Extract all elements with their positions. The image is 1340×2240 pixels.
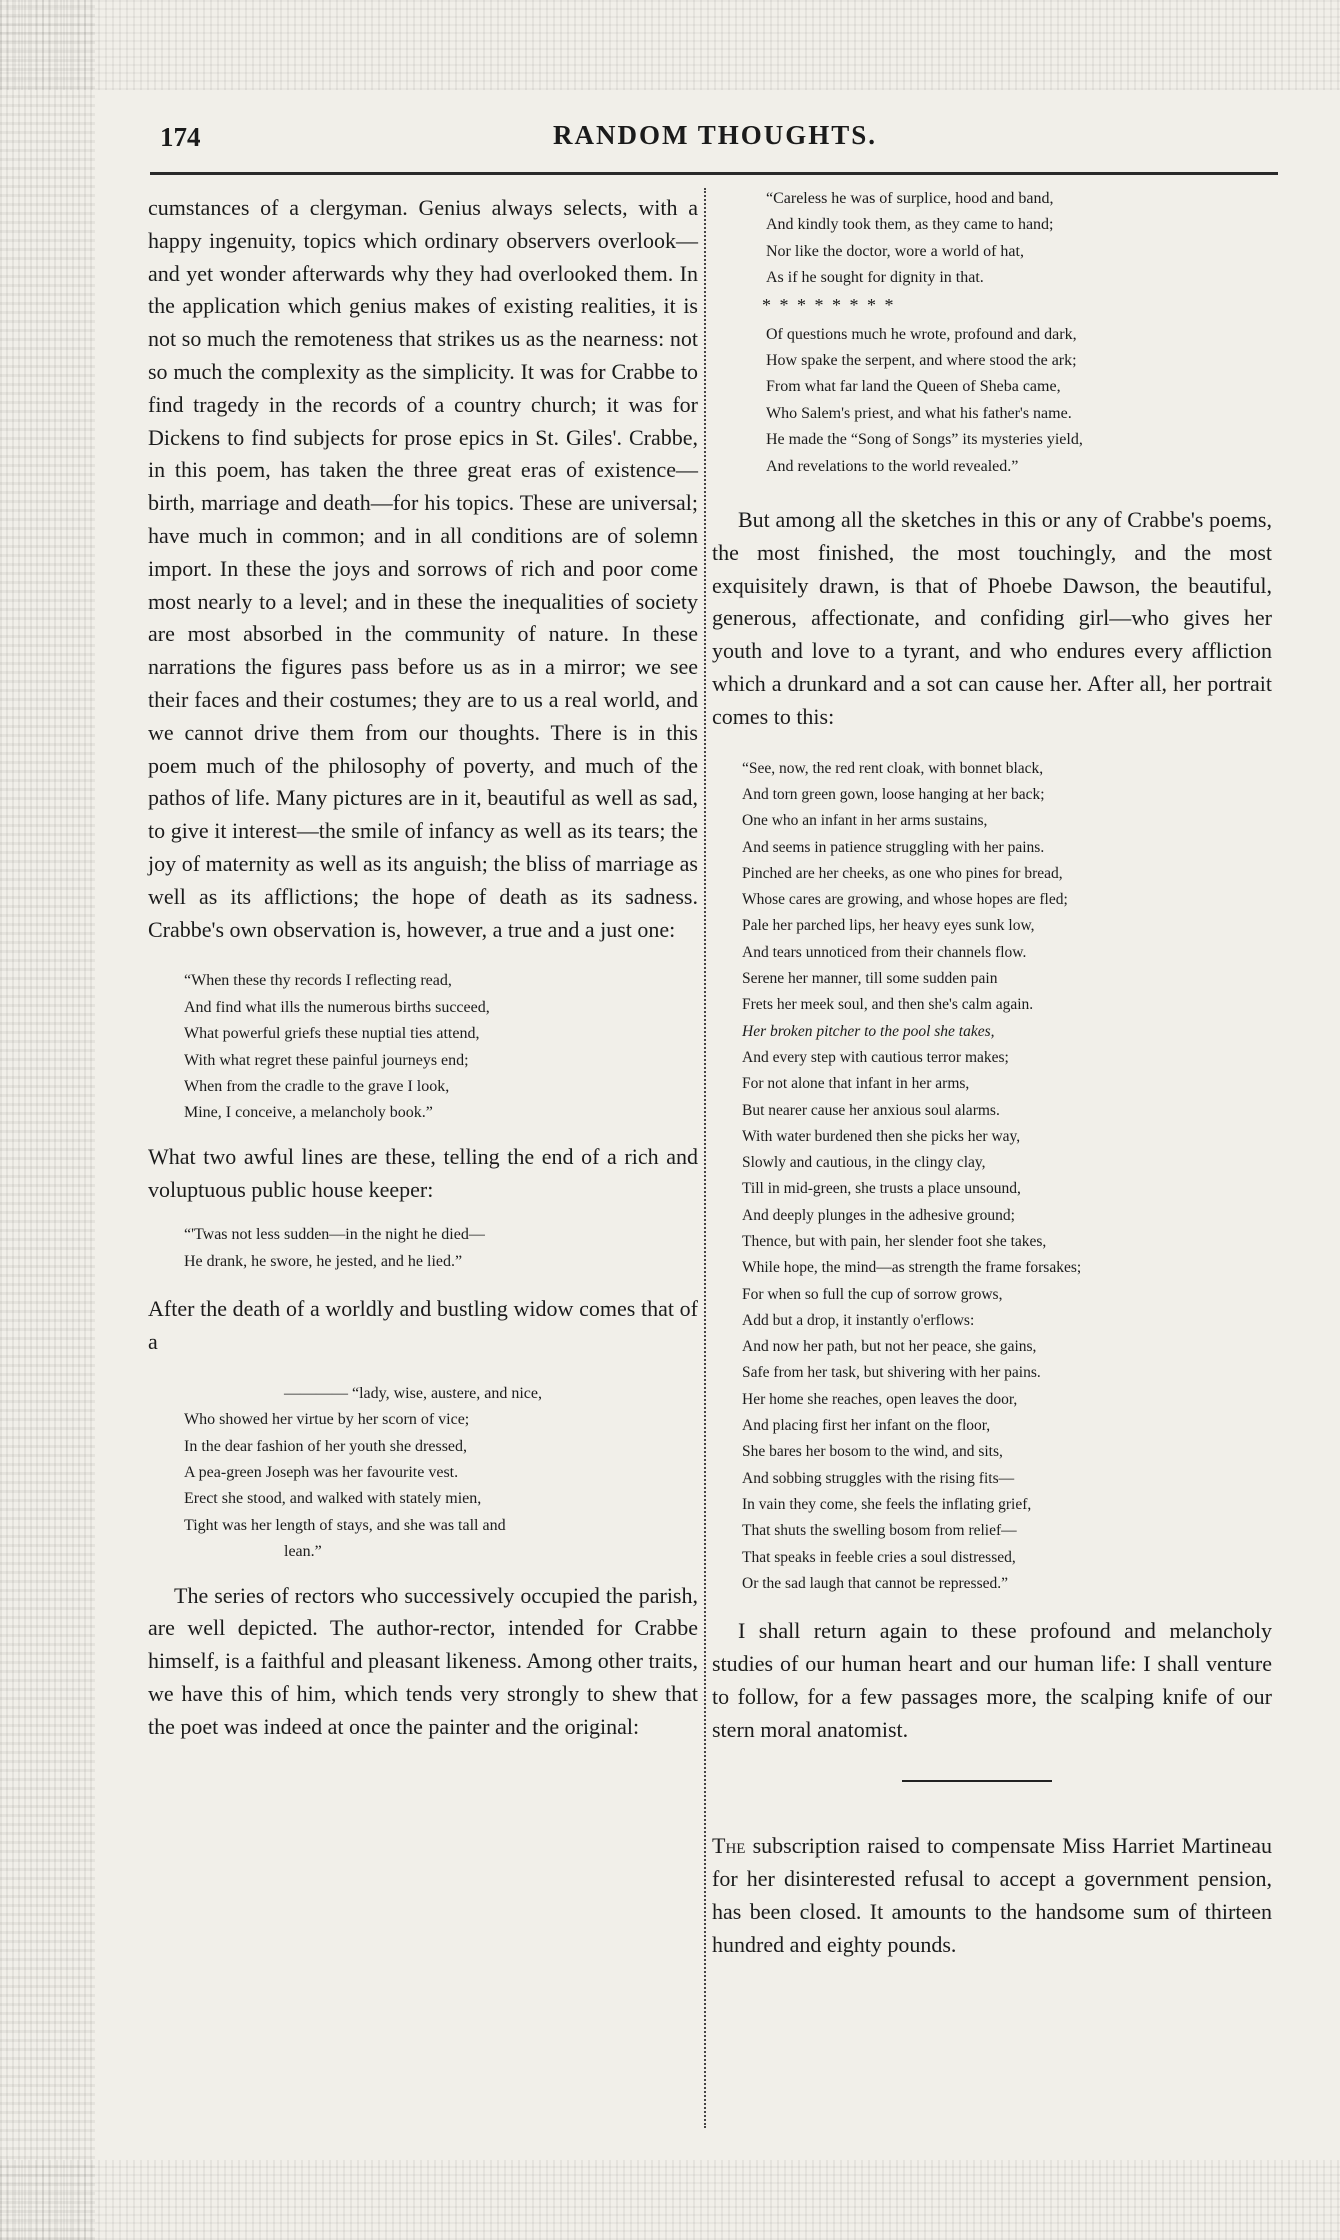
verse-line: And sobbing struggles with the rising fits— [742, 1469, 1015, 1487]
verse-line: ———— “lady, wise, austere, and nice, [284, 1384, 542, 1402]
verse-line: With what regret these painful journeys end; [184, 1051, 469, 1069]
left-column [148, 192, 698, 1744]
verse-line: Pinched are her cheeks, as one who pines for bread, [742, 864, 1063, 882]
verse-line: And every step with cautious terror makes; [742, 1048, 1009, 1066]
verse-line: “When these thy records I reflecting read, [184, 972, 452, 990]
verse-phoebe [712, 756, 1272, 1598]
verse-line: Her home she reaches, open leaves the door, [742, 1390, 1018, 1408]
verse-line: Safe from her task, but shivering with her pains. [742, 1364, 1041, 1382]
verse-line: Who Salem's priest, and what his father's name. [766, 404, 1072, 422]
verse-line: Serene her manner, till some sudden pain [742, 970, 998, 988]
column-divider [704, 188, 706, 2128]
lead-word: The [712, 1833, 746, 1859]
verse-line: That speaks in feeble cries a soul distressed, [742, 1548, 1016, 1566]
verse-line: And deeply plunges in the adhesive ground; [742, 1206, 1015, 1224]
paragraph-martineau-text: subscription raised to compensate Miss Harriet Martineau for her disinterested refusal to accept a government pension, has been closed. It amounts to the handsome sum of thirteen hundred and eighty pounds. [712, 1833, 1272, 1957]
verse-careless [712, 186, 1272, 292]
verse-lady [148, 1381, 698, 1566]
verse-line: A pea-green Joseph was her favourite vest. [184, 1463, 459, 1481]
verse-line: Tight was her length of stays, and she was tall and [184, 1516, 506, 1534]
verse-line: Frets her meek soul, and then she's calm again. [742, 996, 1034, 1014]
verse-line: For when so full the cup of sorrow grows, [742, 1285, 1003, 1303]
verse-line: She bares her bosom to the wind, and sits, [742, 1443, 1003, 1461]
verse-line: Slowly and cautious, in the clingy clay, [742, 1154, 986, 1172]
verse-line: Erect she stood, and walked with stately mien, [184, 1490, 482, 1508]
paragraph-rectors: The series of rectors who successively occupied the parish, are well depicted. The author-rector, intended for Crabbe himself, is a faithful and pleasant likeness. Among other traits, we have this of him, which tends very strongly to shew that the poet was indeed at once the painter and the original: [148, 1582, 698, 1739]
verse-line: Nor like the doctor, wore a world of hat, [766, 242, 1024, 260]
verse-line: Her broken pitcher to the pool she takes, [742, 1022, 995, 1040]
running-title: RANDOM THOUGHTS. [552, 120, 878, 150]
scan-edge-noise [0, 0, 95, 2240]
verse-ellipsis-stars: * * * * * * * * [762, 294, 896, 315]
verse-line: One who an infant in her arms sustains, [742, 812, 988, 830]
verse-line: From what far land the Queen of Sheba came, [766, 378, 1061, 396]
paragraph-return-again: I shall return again to these profound and melancholy studies of our human heart and our human life: I shall venture to follow, for a few passages more, the scalping knife of our stern moral anatomist. [712, 1618, 1272, 1742]
verse-line: That shuts the swelling bosom from relief— [742, 1522, 1017, 1540]
verse-line: Till in mid-green, she trusts a place unsound, [742, 1180, 1021, 1198]
verse-line: In vain they come, she feels the inflating grief, [742, 1495, 1032, 1513]
verse-line: But nearer cause her anxious soul alarms. [742, 1101, 1000, 1119]
verse-line: Thence, but with pain, her slender foot she takes, [742, 1232, 1047, 1250]
section-rule [902, 1780, 1052, 1782]
verse-line: With water burdened then she picks her way, [742, 1127, 1021, 1145]
paragraph-awful-lines: What two awful lines are these, telling the end of a rich and voluptuous public house keeper: [148, 1143, 698, 1202]
scan-bottom-noise [0, 2160, 1340, 2240]
header-rule [150, 172, 1278, 175]
verse-line: And torn green gown, loose hanging at her back; [742, 785, 1045, 803]
verse-line: “Careless he was of surplice, hood and band, [766, 190, 1054, 207]
verse-line: Of questions much he wrote, profound and dark, [766, 325, 1077, 343]
verse-line: And tears unnoticed from their channels flow. [742, 943, 1027, 961]
paragraph-genius: cumstances of a clergyman. Genius always selects, with a happy ingenuity, topics which ordinary observers overlook—and yet wonder afterwards why they had overlooked them. In the application which genius makes of existing realities, it is not so much the remoteness that strikes us as the nearness: not so much the complexity as the simplicity. It was for Crabbe to find tragedy in the records of a country church; it was for Dickens to find subjects for prose epics in St. Giles'. Crabbe, in this poem, has taken the three great eras of existence—birth, marriage and death—for his topics. These are universal; have much in common; and in all conditions are of solemn import. In these the joys and sorrows of rich and poor come most nearly to a level; and in these the inequalities of society are most absorbed in the community of nature. In these narrations the figures pass before us as in a mirror; we see their faces and their costumes; they are to us a real world, and we cannot drive them from our thoughts. There is in this poem much of the philosophy of poverty, and much of the pathos of life. Many pictures are in it, beautiful as well as sad, to give it interest—the smile of infancy as well as its tears; the joy of maternity as well as its anguish; the bliss of marriage as well as its afflictions; the hope of death as its sadness. Crabbe's own observation is, however, a true and a just one: [148, 195, 698, 942]
paragraph-widow: After the death of a worldly and bustling widow comes that of a [148, 1296, 698, 1354]
verse-line: And revelations to the world revealed.” [766, 457, 1019, 475]
verse-line: Whose cares are growing, and whose hopes are fled; [742, 891, 1068, 909]
verse-line: He made the “Song of Songs” its mysteries yield, [766, 431, 1083, 449]
verse-line: Pale her parched lips, her heavy eyes sunk low, [742, 917, 1035, 935]
verse-questions [712, 322, 1272, 480]
verse-line: Add but a drop, it instantly o'erflows: [742, 1311, 975, 1329]
verse-line: As if he sought for dignity in that. [766, 269, 984, 287]
verse-line: And find what ills the numerous births succeed, [184, 998, 490, 1016]
verse-line: Mine, I conceive, a melancholy book.” [184, 1104, 433, 1122]
verse-line: How spake the serpent, and where stood the ark; [766, 352, 1077, 370]
verse-line: In the dear fashion of her youth she dressed, [184, 1437, 468, 1455]
page-header [150, 118, 1280, 162]
verse-line: For not alone that infant in her arms, [742, 1075, 970, 1093]
verse-line: “See, now, the red rent cloak, with bonnet black, [742, 759, 1044, 777]
right-column [712, 186, 1272, 1962]
verse-line: What powerful griefs these nuptial ties attend, [184, 1025, 480, 1043]
verse-line: lean.” [284, 1543, 322, 1561]
paragraph-martineau [712, 1830, 1272, 1961]
verse-records [148, 968, 698, 1126]
verse-line: And kindly took them, as they came to hand; [766, 216, 1054, 234]
verse-line: He drank, he swore, he jested, and he lied.” [184, 1252, 463, 1270]
verse-line: When from the cradle to the grave I look, [184, 1077, 450, 1095]
verse-line: And seems in patience struggling with her pains. [742, 838, 1045, 856]
verse-line: While hope, the mind—as strength the frame forsakes; [742, 1259, 1082, 1277]
verse-line: Who showed her virtue by her scorn of vice; [184, 1411, 470, 1429]
verse-line: And placing first her infant on the floor, [742, 1417, 991, 1435]
verse-line: Or the sad laugh that cannot be repressed.” [742, 1574, 1008, 1592]
page-number: 174 [160, 122, 201, 152]
paragraph-phoebe-dawson: But among all the sketches in this or any of Crabbe's poems, the most finished, the most touchingly, and the most exquisitely drawn, is that of Phoebe Dawson, the beautiful, generous, affectionate, and confiding girl—who gives her youth and love to a tyrant, and who endures every affliction which a drunkard and a sot can cause her. After all, her portrait comes to this: [712, 507, 1272, 729]
verse-line: And now her path, but not her peace, she gains, [742, 1338, 1037, 1356]
verse-sudden [148, 1222, 698, 1275]
scan-top-noise [0, 0, 1340, 90]
verse-line: “'Twas not less sudden—in the night he died— [184, 1226, 485, 1244]
